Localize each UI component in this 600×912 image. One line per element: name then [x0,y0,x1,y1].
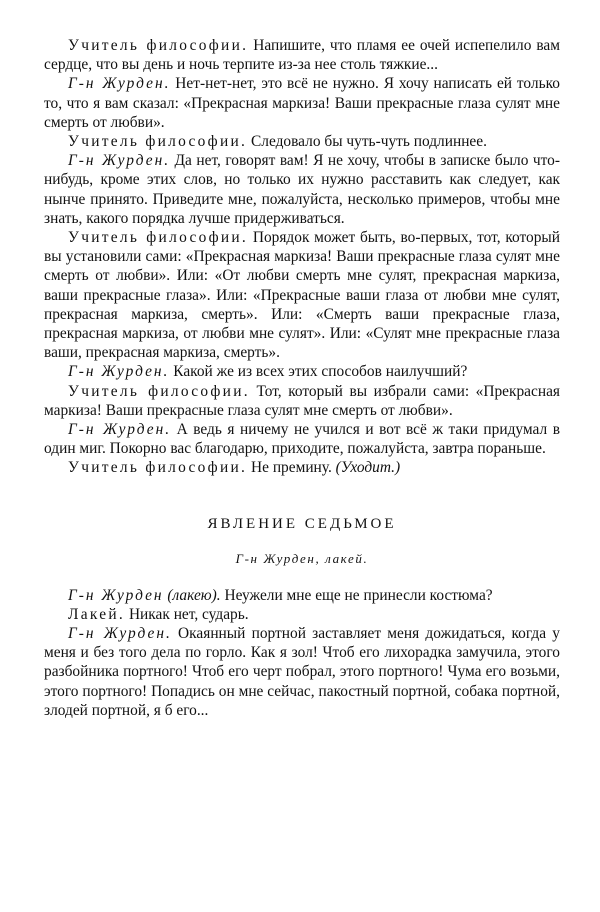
speaker-name: Г-н Журден. [68,363,170,381]
speech-text: Какой же из всех этих способов наилучший? [169,363,468,381]
speech-teacher-2 [44,132,560,151]
speech-jourdain-3 [44,362,560,381]
speech-text: Следовало бы чуть-чуть подлиннее. [247,133,487,151]
speaker-name: Г-н Журден [68,586,164,604]
speaker-name: Учитель философии. [68,459,248,477]
dialogue-section-1 [44,36,560,478]
speaker-name: Учитель философии. [68,229,249,247]
speech-text: Порядок может быть, во-первых, тот, который вы установили сами: «Прекрасная маркиза! Ваши прекрасные глаза сулят мне смерть от любви». Или: «От любви смерть мне сулят, прекрасная маркиза, ваши прекрасные глаза». Или: «Прекрасные ваши глаза от любви мне сулят, прекрасная маркиза, смерть». Или: «Смерть ваши прекрасные глаза, прекрасная маркиза, от любви мне сулят». Или: «Сулят мне прекрасные глаза ваши, прекрасная маркиза, смерть». [44,229,560,362]
speech-jourdain-5 [44,586,560,605]
speaker-name: Г-н Журден. [68,152,171,170]
speech-teacher-1 [44,36,560,74]
speech-lackey-1 [44,605,560,624]
stage-direction: (лакею). [163,586,221,604]
speaker-name: Учитель философии. [68,133,248,151]
speech-teacher-4 [44,382,560,420]
speech-jourdain-1 [44,74,560,132]
speaker-name: Г-н Журден. [68,625,172,643]
speech-text: Да нет, говорят вам! Я не хочу, чтобы в записке было что-нибудь, кроме этих слов, но только их нужно расставить как следует, как нынче принято. Приведите мне, пожалуйста, несколько примеров, чтобы мне знать, какого порядка лучше придерживаться. [44,152,560,227]
speech-teacher-3 [44,228,560,362]
speech-text: Не премину. [247,459,336,477]
speaker-name: Лакей. [68,605,126,623]
dialogue-section-2 [44,586,560,720]
speech-text: Напишите, что пламя ее очей испепелило вам сердце, что вы день и ночь терпите из-за нее столь тяжкие... [44,37,560,74]
speech-text: Неужели мне еще не принесли костюма? [220,586,493,604]
speech-text: Нет-нет-нет, это всё не нужно. Я хочу написать ей только то, что я вам сказал: «Прекрасная маркиза! Ваши прекрасные глаза сулят мне смерть от любви». [44,75,560,131]
speech-jourdain-6 [44,624,560,720]
speaker-name: Учитель философии. [68,382,250,400]
speaker-name: Г-н Журден. [68,421,172,439]
speech-teacher-5 [44,458,560,477]
speech-text: А ведь я ничему не учился и вот всё ж таки придумал в один миг. Покорно вас благодарю, приходите, пожалуйста, завтра пораньше. [44,421,560,458]
scene-title: ЯВЛЕНИЕ СЕДЬМОЕ [207,515,397,532]
speech-text: Окаянный портной заставляет меня дожидаться, когда у меня и без того дела по горло. Как я зол! Чтоб его лихорадка замучила, этого разбойника портного! Чтоб его черт побрал, этого портного! Чума его возьми, этого портного! Попадись он мне сейчас, пакостный портной, собака портной, злодей портной, я б его... [44,625,560,719]
speaker-name: Г-н Журден. [68,75,171,93]
speaker-name: Учитель философии. [68,37,249,54]
scene-cast: Г-н Журден, лакей. [235,550,369,566]
speech-text: Тот, который вы избрали сами: «Прекрасная маркиза! Ваши прекрасные глаза сулят мне смерть от любви». [44,382,560,419]
stage-direction: (Уходит.) [335,459,401,477]
speech-jourdain-4 [44,420,560,458]
speech-text: Никак нет, сударь. [125,605,249,623]
speech-jourdain-2 [44,151,560,228]
